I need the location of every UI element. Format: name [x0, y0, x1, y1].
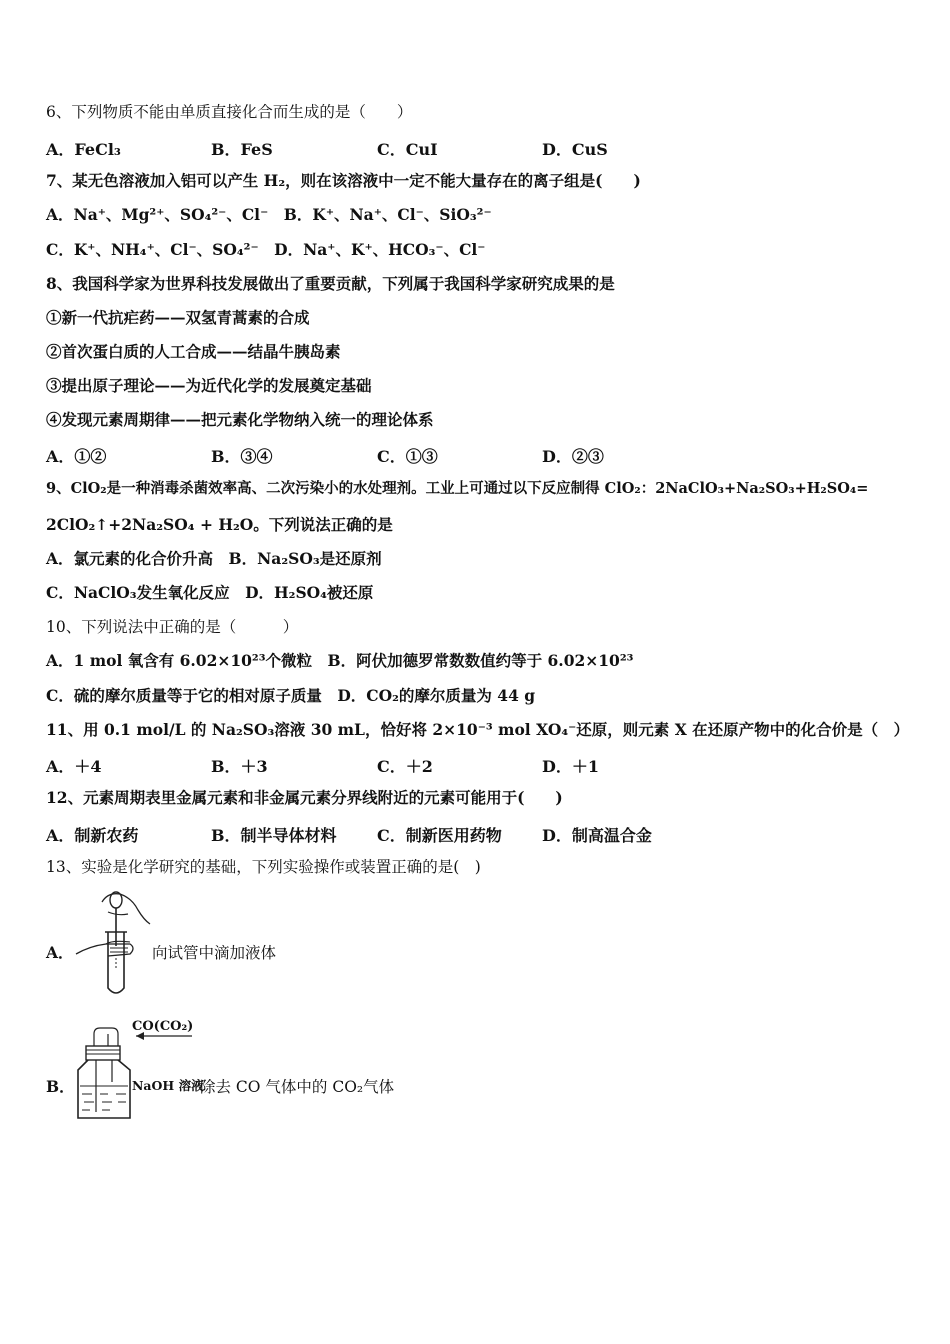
q13-option-b-letter[interactable]: B． [46, 1077, 75, 1096]
q12-option-b[interactable] [211, 823, 337, 846]
naoh-solution-label: NaOH 溶液 [132, 1078, 204, 1093]
option-text: ③④ [240, 447, 273, 466]
option-text: ①② [74, 447, 107, 466]
q6-option-b[interactable] [211, 137, 273, 160]
option-text: ＋3 [240, 757, 268, 776]
q7-options-ab[interactable]: A．Na⁺、Mg²⁺、SO₄²⁻、Cl⁻ B．K⁺、Na⁺、Cl⁻、SiO₃²⁻ [46, 205, 492, 224]
q12-option-d[interactable] [542, 823, 652, 846]
q8-option-d[interactable] [542, 444, 604, 467]
q8-item-2: ②首次蛋白质的人工合成——结晶牛胰岛素 [46, 342, 341, 361]
option-text: 制新医用药物 [405, 826, 502, 845]
q10-options-cd[interactable]: C．硫的摩尔质量等于它的相对原子质量 D．CO₂的摩尔质量为 44 g [46, 686, 536, 705]
q10-stem: 10、下列说法中正确的是（ ） [46, 618, 299, 636]
option-letter: A． [46, 447, 75, 466]
option-letter: D． [542, 140, 572, 159]
option-letter: C． [377, 757, 406, 776]
q13-option-a-letter[interactable]: A． [46, 943, 74, 962]
q12-stem: 12、元素周期表里金属元素和非金属元素分界线附近的元素可能用于( ) [46, 788, 563, 807]
q6-stem: 6、下列物质不能由单质直接化合而生成的是（ ） [46, 103, 413, 121]
q8-option-c[interactable] [377, 444, 438, 467]
q8-stem: 8、我国科学家为世界科技发展做出了重要贡献，下列属于我国科学家研究成果的是 [46, 274, 615, 293]
option-letter: C． [377, 447, 406, 466]
bottle-stopper [86, 1046, 120, 1060]
q8-item-1: ①新一代抗疟药——双氢青蒿素的合成 [46, 308, 310, 327]
option-letter: C． [377, 826, 406, 845]
option-letter: A． [46, 757, 75, 776]
bottle-body [78, 1060, 130, 1118]
q13-stem: 13、实验是化学研究的基础，下列实验操作或装置正确的是( ) [46, 858, 481, 876]
option-letter: B． [211, 757, 241, 776]
test-tube-dropper-figure [72, 888, 152, 1000]
q7-stem: 7、某无色溶液加入铝可以产生 H₂，则在该溶液中一定不能大量存在的离子组是( ) [46, 171, 641, 190]
q13-option-a-caption: 向试管中滴加液体 [152, 944, 277, 962]
q9-stem-line1: 9、ClO₂是一种消毒杀菌效率高、二次污染小的水处理剂。工业上可通过以下反应制得 ClO₂：2NaClO₃+Na₂SO₃+H₂SO₄= [46, 480, 869, 497]
q11-stem: 11、用 0.1 mol/L 的 Na₂SO₃溶液 30 mL，恰好将 2×10⁻³ mol XO₄⁻还原，则元素 X 在还原产物中的化合价是（ ） [46, 720, 910, 739]
option-letter: B． [211, 140, 241, 159]
option-letter: C． [377, 140, 406, 159]
q8-item-3: ③提出原子理论——为近代化学的发展奠定基础 [46, 376, 372, 395]
q11-option-c[interactable] [377, 754, 433, 777]
q8-option-a[interactable] [46, 444, 106, 467]
gas-inlet-label: CO(CO₂) [132, 1019, 194, 1034]
q9-stem-line2: 2ClO₂↑+2Na₂SO₄ + H₂O。下列说法正确的是 [46, 515, 393, 534]
option-letter: D． [542, 447, 572, 466]
option-text: ＋1 [571, 757, 600, 776]
q11-option-b[interactable] [211, 754, 268, 777]
q12-option-c[interactable] [377, 823, 502, 846]
q9-options-ab[interactable]: A．氯元素的化合价升高 B．Na₂SO₃是还原剂 [46, 549, 382, 568]
option-text: CuS [571, 140, 608, 159]
option-text: ＋4 [74, 757, 102, 776]
option-letter: A． [46, 140, 75, 159]
q11-option-d[interactable] [542, 754, 599, 777]
q6-option-c[interactable] [377, 137, 438, 160]
q8-item-4: ④发现元素周期律——把元素化学物纳入统一的理论体系 [46, 410, 434, 429]
option-text: 制新农药 [74, 826, 139, 845]
option-text: ①③ [405, 447, 438, 466]
q7-options-cd[interactable]: C．K⁺、NH₄⁺、Cl⁻、SO₄²⁻ D．Na⁺、K⁺、HCO₃⁻、Cl⁻ [46, 240, 486, 259]
option-letter: D． [542, 826, 572, 845]
q6-option-a[interactable] [46, 137, 121, 160]
q13-option-b-caption: 除去 CO 气体中的 CO₂气体 [200, 1078, 395, 1096]
option-letter: B． [211, 447, 241, 466]
q11-option-a[interactable] [46, 754, 102, 777]
option-text: 制高温合金 [571, 826, 652, 845]
option-text: CuI [405, 140, 438, 159]
q9-options-cd[interactable]: C．NaClO₃发生氧化反应 D．H₂SO₄被还原 [46, 583, 374, 602]
q8-option-b[interactable] [211, 444, 273, 467]
q10-options-ab[interactable]: A．1 mol 氧含有 6.02×10²³个微粒 B．阿伏加德罗常数数值约等于 6.02×10²³ [46, 651, 634, 670]
option-letter: A． [46, 826, 75, 845]
q12-option-a[interactable] [46, 823, 138, 846]
option-text: ②③ [571, 447, 604, 466]
option-text: FeS [240, 140, 273, 159]
option-text: ＋2 [405, 757, 433, 776]
q6-option-d[interactable] [542, 137, 608, 160]
option-text: 制半导体材料 [240, 826, 337, 845]
hand-top [102, 894, 150, 924]
option-text: FeCl₃ [74, 140, 121, 159]
option-letter: B． [211, 826, 241, 845]
option-letter: D． [542, 757, 572, 776]
